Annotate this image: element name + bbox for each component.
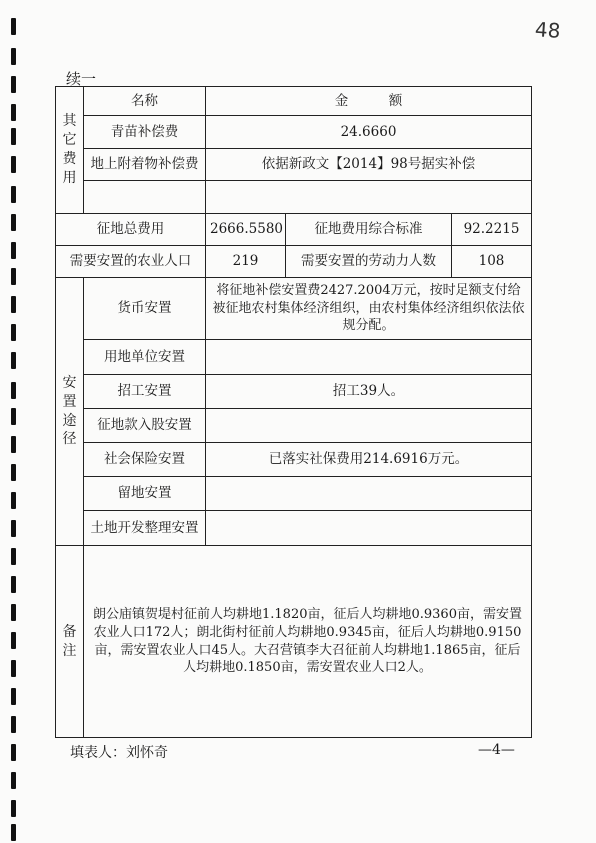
binder-hole xyxy=(11,492,16,509)
binder-hole xyxy=(11,520,16,537)
resettlement-value: 将征地补偿安置费2427.2004万元，按时足额支付给被征地农村集体经济组织，由农村集体经济组织依法依规分配。 xyxy=(206,278,532,340)
binder-hole xyxy=(11,688,16,705)
resettlement-name: 用地单位安置 xyxy=(84,340,206,375)
resettlement-name: 征地款入股安置 xyxy=(84,409,206,443)
other-fees-label: 其它费用 xyxy=(56,87,84,214)
binder-hole xyxy=(11,716,16,733)
resettlement-value xyxy=(206,511,532,546)
binder-hole xyxy=(11,156,16,173)
binder-hole xyxy=(11,382,16,399)
binder-hole xyxy=(11,268,16,285)
farm-pop-value: 219 xyxy=(206,246,286,278)
binder-hole xyxy=(11,128,16,145)
binder-hole xyxy=(11,48,16,65)
binder-hole xyxy=(11,18,16,35)
total-fee-value: 2666.5580 xyxy=(206,214,286,246)
binder-hole xyxy=(11,548,16,565)
fee-name: 青苗补偿费 xyxy=(84,116,206,149)
binder-hole xyxy=(11,296,16,313)
resettlement-name: 招工安置 xyxy=(84,375,206,409)
binder-hole xyxy=(11,324,16,341)
resettlement-name: 土地开发整理安置 xyxy=(84,511,206,546)
col-name-header: 名称 xyxy=(84,87,206,116)
fee-name: 地上附着物补偿费 xyxy=(84,149,206,181)
farm-pop-label: 需要安置的农业人口 xyxy=(56,246,206,278)
binder-hole xyxy=(11,660,16,677)
binder-hole xyxy=(11,104,16,121)
fee-name xyxy=(84,181,206,214)
land-acquisition-form xyxy=(55,86,532,738)
resettlement-value: 招工39人。 xyxy=(206,375,532,409)
form-filler: 填表人：刘怀奇 xyxy=(70,745,168,761)
binder-hole xyxy=(11,576,16,593)
standard-label: 征地费用综合标准 xyxy=(286,214,452,246)
binder-hole xyxy=(11,242,16,259)
binder-hole xyxy=(11,824,16,841)
binder-hole xyxy=(11,632,16,649)
resettlement-value: 已落实社保费用214.6916万元。 xyxy=(206,443,532,477)
binder-hole xyxy=(11,76,16,93)
remarks-text: 朗公庙镇贺堤村征前人均耕地1.1820亩，征后人均耕地0.9360亩，需安置农业人口172人；朗北街村征前人均耕地0.9345亩，征后人均耕地0.9150亩，需安置农业人口45人。大召营镇李大召征前人均耕地1.1865亩，征后人均耕地0.1850亩，需安置农业人口2人。 xyxy=(84,546,532,738)
remarks-label: 备注 xyxy=(56,546,84,738)
standard-value: 92.2215 xyxy=(452,214,532,246)
binder-hole xyxy=(11,436,16,453)
page-number: —4— xyxy=(478,742,515,758)
resettlement-name: 留地安置 xyxy=(84,477,206,511)
labor-value: 108 xyxy=(452,246,532,278)
handwritten-page-number: 48 xyxy=(534,17,562,43)
binder-hole xyxy=(11,214,16,231)
binder-hole xyxy=(11,186,16,203)
resettlement-label: 安置途径 xyxy=(56,278,84,546)
fee-amount xyxy=(206,181,532,214)
binder-hole xyxy=(11,772,16,789)
binder-hole xyxy=(11,744,16,761)
binder-hole xyxy=(11,408,16,425)
fee-amount: 24.6660 xyxy=(206,116,532,149)
fee-amount: 依据新政文【2014】98号据实补偿 xyxy=(206,149,532,181)
resettlement-value xyxy=(206,477,532,511)
labor-label: 需要安置的劳动力人数 xyxy=(286,246,452,278)
total-fee-label: 征地总费用 xyxy=(56,214,206,246)
binder-hole xyxy=(11,800,16,817)
resettlement-value xyxy=(206,340,532,375)
continuation-label: 续一 xyxy=(66,70,97,88)
binder-hole xyxy=(11,352,16,369)
binder-hole xyxy=(11,604,16,621)
binder-hole xyxy=(11,464,16,481)
col-amount-header: 金 额 xyxy=(206,87,532,116)
resettlement-name: 社会保险安置 xyxy=(84,443,206,477)
resettlement-name: 货币安置 xyxy=(84,278,206,340)
resettlement-value xyxy=(206,409,532,443)
